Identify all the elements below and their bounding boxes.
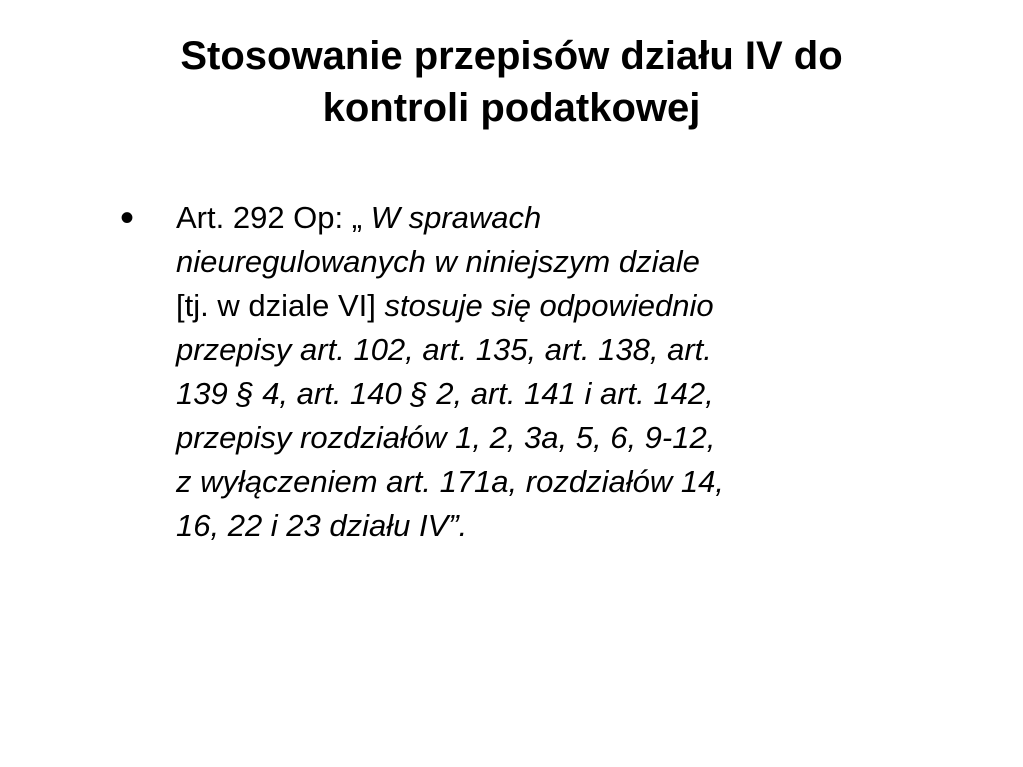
- slide-title: [60, 30, 963, 134]
- bullet-line-1-quote: W sprawach: [370, 200, 542, 235]
- bullet-line-2: nieuregulowanych w niniejszym dziale: [176, 244, 700, 279]
- bullet-line-7: z wyłączeniem art. 171a, rozdziałów 14,: [176, 464, 724, 499]
- bullet-list: [120, 196, 920, 548]
- bullet-line-1-prefix: Art. 292 Op: „: [176, 200, 371, 235]
- bullet-line-1: [176, 196, 920, 240]
- bullet-line-3: [176, 284, 920, 328]
- bullet-line-6: przepisy rozdziałów 1, 2, 3a, 5, 6, 9-12,: [176, 420, 716, 455]
- slide-title-line-2: kontroli podatkowej: [322, 86, 701, 130]
- bullet-dot-icon: •: [120, 196, 135, 240]
- slide-title-line-1: Stosowanie przepisów działu IV do: [180, 34, 843, 78]
- bullet-line-3-quote: stosuje się odpowiednio: [384, 288, 714, 323]
- bullet-text: [176, 196, 920, 548]
- bullet-item-art-292: [120, 196, 920, 548]
- bullet-line-8: 16, 22 i 23 działu IV”.: [176, 508, 468, 543]
- bullet-line-4: przepisy art. 102, art. 135, art. 138, art.: [176, 332, 712, 367]
- bullet-line-3-prefix: [tj. w dziale VI]: [176, 288, 385, 323]
- bullet-line-5: 139 § 4, art. 140 § 2, art. 141 i art. 142,: [176, 376, 714, 411]
